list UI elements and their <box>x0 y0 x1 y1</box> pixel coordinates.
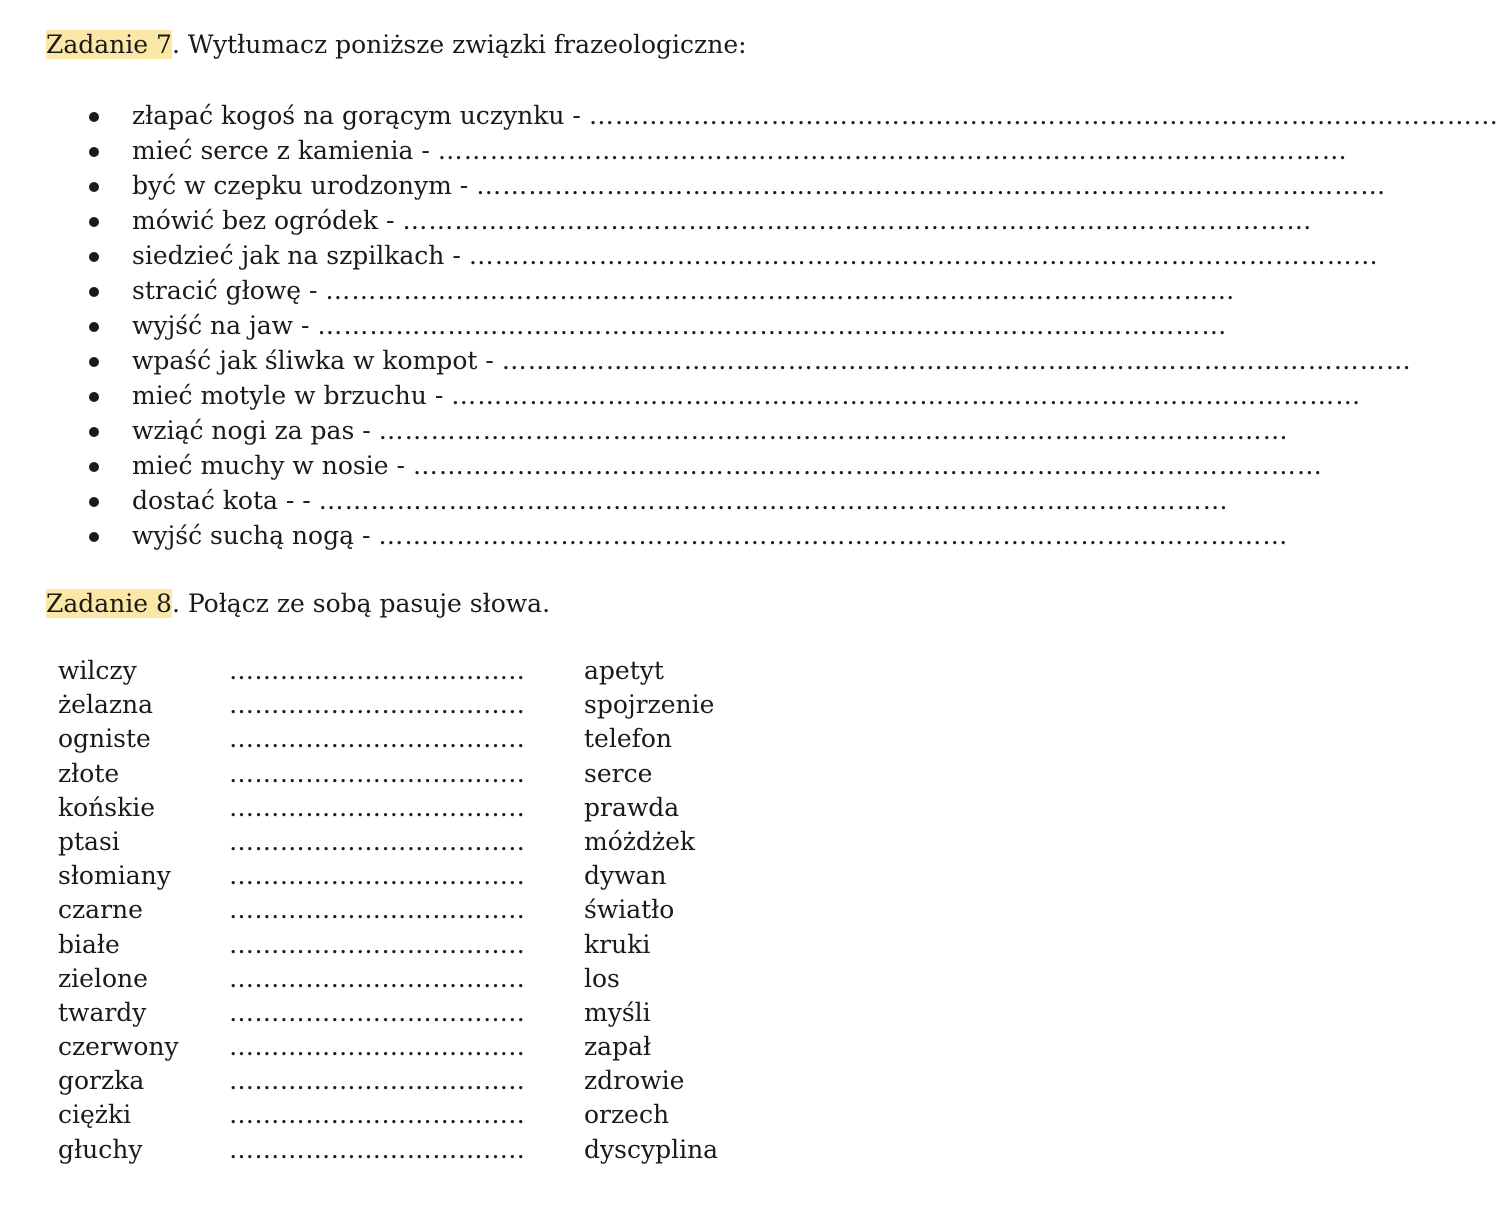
left-word: ciężki <box>58 1100 132 1130</box>
match-blank[interactable]: …………………………….. <box>229 963 526 993</box>
right-word: myśli <box>584 997 651 1027</box>
match-row <box>0 757 980 791</box>
phrase-text: wpaść jak śliwka w kompot - <box>132 346 502 375</box>
match-row <box>0 1133 980 1167</box>
right-word: apetyt <box>584 656 664 685</box>
answer-blank[interactable]: …………………………………………………………………………………………… <box>318 486 1229 515</box>
match-row <box>0 893 980 927</box>
phrase-text: złapać kogoś na gorącym uczynku - <box>132 101 589 130</box>
phrase-item <box>0 343 1412 378</box>
bullet-icon <box>89 217 99 227</box>
left-word: ogniste <box>58 724 151 754</box>
left-word: końskie <box>58 792 156 822</box>
right-word: serce <box>584 758 653 788</box>
right-word: prawda <box>584 792 680 822</box>
match-blank[interactable]: …………………………….. <box>229 861 526 891</box>
match-blank[interactable]: …………………………….. <box>229 929 526 959</box>
phrase-text: wyjść na jaw - <box>132 311 318 340</box>
phrase-item <box>0 518 1289 553</box>
bullet-icon <box>89 322 99 332</box>
right-word: zdrowie <box>584 1066 685 1096</box>
answer-blank[interactable]: …………………………………………………………………………………………… <box>402 206 1313 235</box>
right-word: światło <box>584 895 675 925</box>
right-word: spojrzenie <box>584 690 715 720</box>
left-word: czerwony <box>58 1032 179 1062</box>
task8-heading <box>46 587 550 621</box>
bullet-icon <box>89 357 99 367</box>
match-blank[interactable]: …………………………….. <box>229 758 526 788</box>
phrase-item <box>0 98 1499 133</box>
left-word: żelazna <box>58 690 154 720</box>
phrase-item <box>0 308 1228 343</box>
bullet-icon <box>89 182 99 192</box>
answer-blank[interactable]: …………………………………………………………………………………………… <box>476 171 1387 200</box>
match-row <box>0 1098 980 1132</box>
right-word: kruki <box>584 929 651 959</box>
phrase-list <box>0 98 1499 553</box>
match-row <box>0 688 980 722</box>
phrase-text: wyjść suchą nogą - <box>132 521 379 550</box>
answer-blank[interactable]: …………………………………………………………………………………………… <box>588 101 1499 130</box>
match-row <box>0 996 980 1030</box>
answer-blank[interactable]: …………………………………………………………………………………………… <box>468 241 1379 270</box>
bullet-icon <box>89 392 99 402</box>
phrase-item <box>0 378 1362 413</box>
bullet-icon <box>89 252 99 262</box>
answer-blank[interactable]: …………………………………………………………………………………………… <box>317 311 1228 340</box>
phrase-item <box>0 133 1348 168</box>
phrase-text: mieć serce z kamienia - <box>132 136 438 165</box>
phrase-item <box>0 168 1387 203</box>
match-blank[interactable]: …………………………….. <box>229 724 526 754</box>
left-word: białe <box>58 929 120 959</box>
phrase-text: mieć motyle w brzuchu - <box>132 381 452 410</box>
answer-blank[interactable]: …………………………………………………………………………………………… <box>378 416 1289 445</box>
right-word: móżdżek <box>584 826 696 856</box>
phrase-item <box>0 413 1289 448</box>
match-blank[interactable]: …………………………….. <box>229 1066 526 1096</box>
phrase-text: mówić bez ogródek - <box>132 206 403 235</box>
phrase-text: siedzieć jak na szpilkach - <box>132 241 469 270</box>
phrase-item <box>0 483 1229 518</box>
match-blank[interactable]: …………………………….. <box>229 997 526 1027</box>
left-word: ptasi <box>58 826 120 856</box>
bullet-icon <box>89 287 99 297</box>
left-word: złote <box>58 758 120 788</box>
phrase-text: mieć muchy w nosie - <box>132 451 413 480</box>
answer-blank[interactable]: …………………………………………………………………………………………… <box>437 136 1348 165</box>
right-word: dywan <box>584 861 667 891</box>
bullet-icon <box>89 497 99 507</box>
phrase-item <box>0 448 1323 483</box>
left-word: czarne <box>58 895 143 925</box>
match-row <box>0 1064 980 1098</box>
phrase-text: wziąć nogi za pas - <box>132 416 379 445</box>
match-row <box>0 962 980 996</box>
bullet-icon <box>89 112 99 122</box>
answer-blank[interactable]: …………………………………………………………………………………………… <box>451 381 1362 410</box>
phrase-item <box>0 203 1313 238</box>
right-word: dyscyplina <box>584 1134 719 1164</box>
match-blank[interactable]: …………………………….. <box>229 826 526 856</box>
left-word: twardy <box>58 997 147 1027</box>
answer-blank[interactable]: …………………………………………………………………………………………… <box>325 276 1236 305</box>
match-blank[interactable]: …………………………….. <box>229 1134 526 1164</box>
answer-blank[interactable]: …………………………………………………………………………………………… <box>378 521 1289 550</box>
match-blank[interactable]: …………………………….. <box>229 1032 526 1062</box>
match-blank[interactable]: …………………………….. <box>229 792 526 822</box>
phrase-text: być w czepku urodzonym - <box>132 171 477 200</box>
bullet-icon <box>89 462 99 472</box>
match-row <box>0 1030 980 1064</box>
left-word: głuchy <box>58 1134 143 1164</box>
match-blank[interactable]: …………………………….. <box>229 895 526 925</box>
phrase-text: dostać kota - - <box>132 486 319 515</box>
right-word: telefon <box>584 724 673 754</box>
task7-label: Zadanie 7 <box>46 30 172 59</box>
right-word: orzech <box>584 1100 670 1130</box>
task8-instruction: . Połącz ze sobą pasuje słowa. <box>171 589 551 618</box>
bullet-icon <box>89 427 99 437</box>
left-word: gorzka <box>58 1066 145 1096</box>
match-row <box>0 654 980 688</box>
match-row <box>0 791 980 825</box>
match-blank[interactable]: …………………………….. <box>229 690 526 720</box>
right-word: los <box>584 963 620 993</box>
match-row <box>0 859 980 893</box>
phrase-text: stracić głowę - <box>132 276 326 305</box>
match-row <box>0 722 980 756</box>
answer-blank[interactable]: …………………………………………………………………………………………… <box>501 346 1412 375</box>
answer-blank[interactable]: …………………………………………………………………………………………… <box>412 451 1323 480</box>
bullet-icon <box>89 532 99 542</box>
right-word: zapał <box>584 1032 652 1062</box>
match-blank[interactable]: …………………………….. <box>229 1100 526 1130</box>
phrase-item <box>0 238 1379 273</box>
matching-table <box>0 654 980 1167</box>
phrase-item <box>0 273 1236 308</box>
match-blank[interactable]: …………………………….. <box>229 656 526 685</box>
left-word: słomiany <box>58 861 171 891</box>
match-row <box>0 825 980 859</box>
left-word: zielone <box>58 963 148 993</box>
left-word: wilczy <box>58 656 137 685</box>
bullet-icon <box>89 147 99 157</box>
task8-label: Zadanie 8 <box>46 589 172 618</box>
task7-heading <box>46 28 747 62</box>
match-row <box>0 928 980 962</box>
task7-instruction: . Wytłumacz poniższe związki frazeologiczne: <box>171 30 747 59</box>
